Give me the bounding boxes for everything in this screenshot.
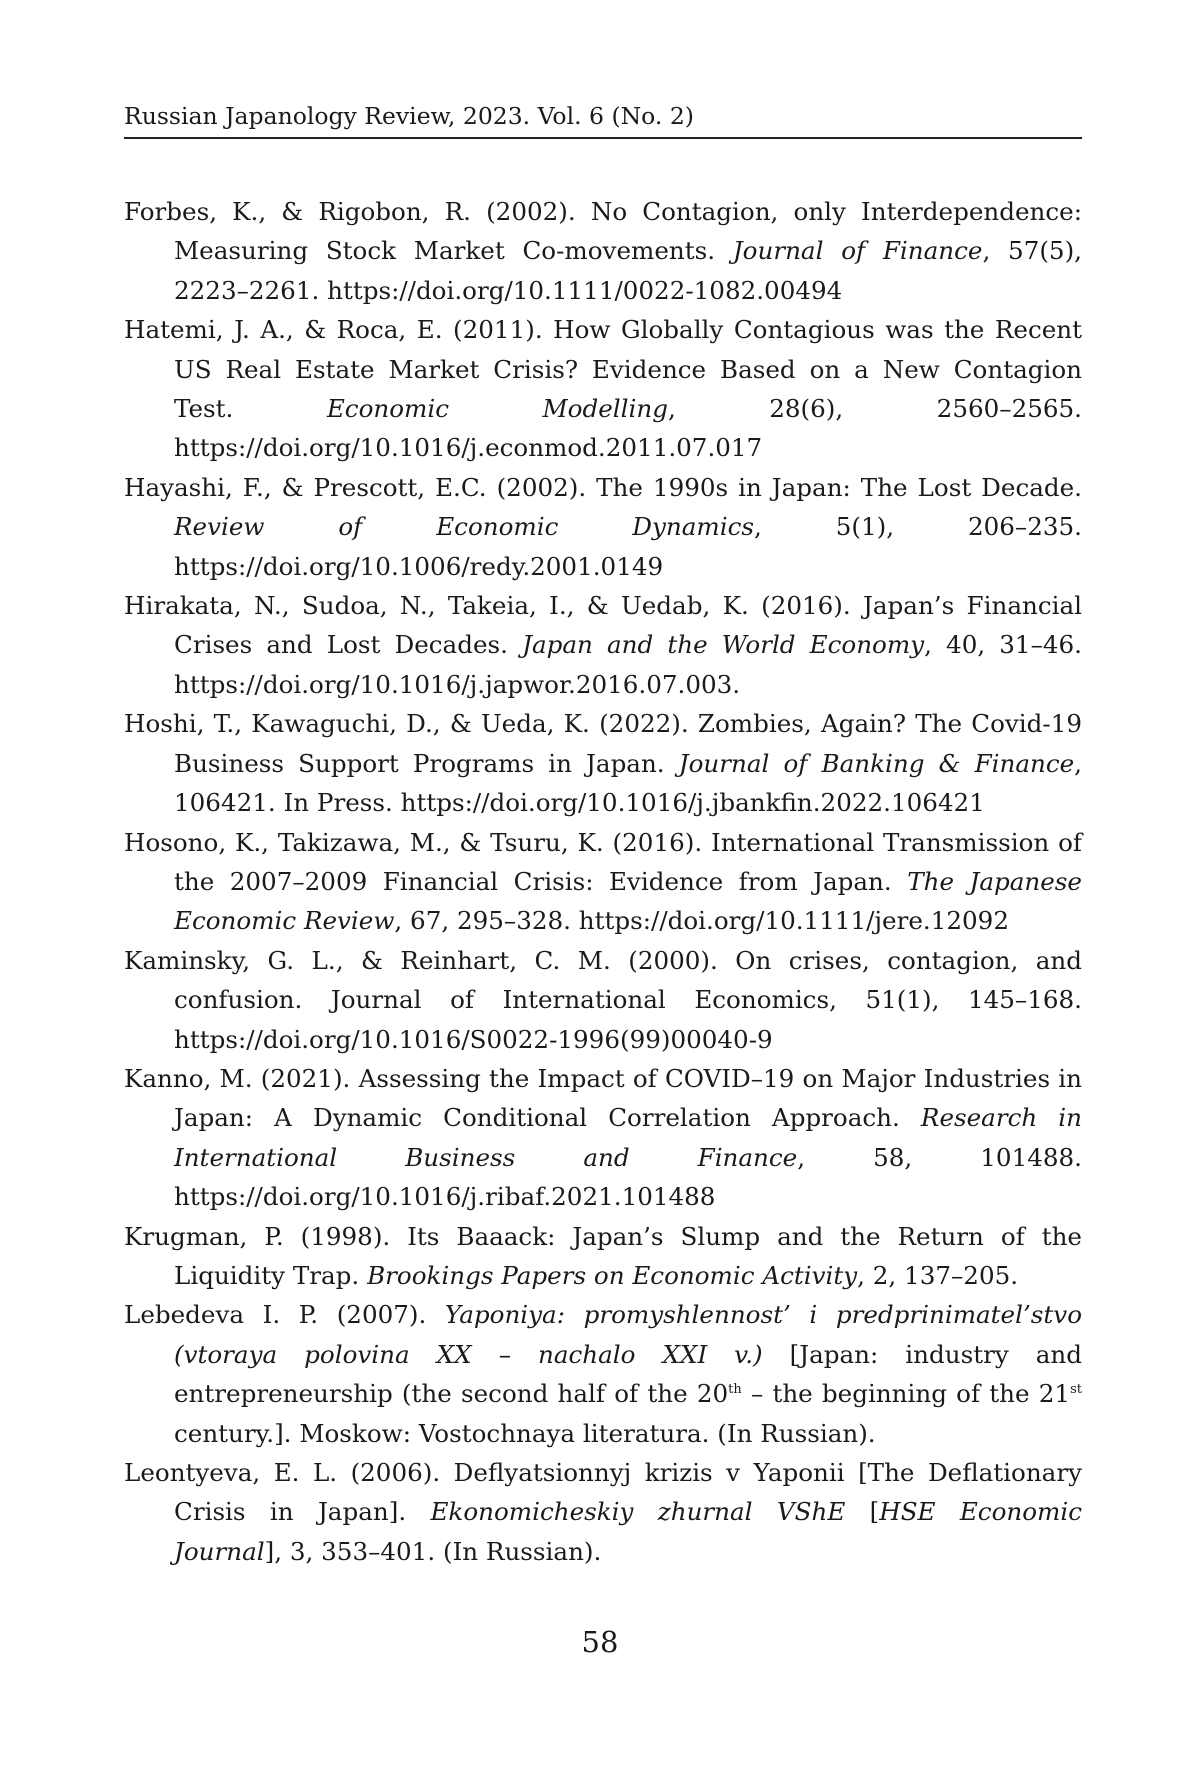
- reference-text: Hirakata, N., Sudoa, N., Takeia, I., & Uedab, K. (2016). Japan’s Financial Crises and Lost Decades.: [124, 591, 1082, 660]
- reference-journal: Brookings Papers on Economic Activity: [367, 1260, 858, 1290]
- running-title: Russian Japanology Review, 2023. Vol. 6 (No. 2): [124, 102, 694, 130]
- reference-journal-translation: HSE Economic Journal: [174, 1497, 1082, 1566]
- reference-entry: [124, 704, 1082, 822]
- reference-text: Kanno, M. (2021). Assessing the Impact of COVID–19 on Major Industries in Japan: A Dynamic Conditional Correlation Approach.: [124, 1063, 1082, 1133]
- reference-title: Yaponiya: promyshlennost’ i predprinimatel’stvo (vtoraya polovina XX – nachalo XXI v.): [174, 1300, 1083, 1369]
- reference-journal: Journal of Finance: [732, 236, 983, 266]
- reference-journal: Review of Economic Dynamics: [174, 512, 754, 542]
- ordinal-superscript: st: [1070, 1382, 1082, 1397]
- reference-entry: [124, 1217, 1082, 1296]
- reference-text: Hosono, K., Takizawa, M., & Tsuru, K. (2016). International Transmission of the 2007–2009 Financial Crisis: Evidence from Japan.: [124, 827, 1082, 896]
- reference-details: century.]. Moskow: Vostochnaya literatura. (In Russian).: [174, 1418, 876, 1448]
- reference-details: , 28(6), 2560–2565. https://doi.org/10.1016/j.econmod.2011.07.017: [174, 394, 1082, 463]
- running-header: [124, 98, 1082, 139]
- reference-text: Kaminsky, G. L., & Reinhart, C. M. (2000). On crises, contagion, and confusion. Journal of International Economics, 51(1), 145–168. https://doi.org/10.1016/S0022-1996(99)00040-9: [124, 945, 1082, 1054]
- reference-text: Lebedeva I. P. (2007).: [124, 1300, 445, 1330]
- reference-journal: Ekonomicheskiy zhurnal VShE: [430, 1497, 846, 1527]
- reference-entry: [124, 1059, 1082, 1217]
- reference-details: , 40, 31–46. https://doi.org/10.1016/j.japwor.2016.07.003.: [174, 630, 1082, 699]
- reference-text: Hoshi, T., Kawaguchi, D., & Ueda, K. (2022). Zombies, Again? The Covid-19 Business Support Programs in Japan.: [124, 709, 1082, 778]
- reference-entry: [124, 1453, 1082, 1571]
- reference-entry: [124, 586, 1082, 704]
- reference-text: Forbes, K., & Rigobon, R. (2002). No Contagion, only Interdependence: Measuring Stock Market Co-movements.: [124, 197, 1082, 266]
- reference-details: [Japan: industry and entrepreneurship (the second half of the 20: [174, 1339, 1082, 1409]
- reference-list: [124, 192, 1082, 1571]
- reference-text: Krugman, P. (1998). Its Baaack: Japan’s Slump and the Return of the Liquidity Trap.: [124, 1221, 1082, 1290]
- reference-details: , 106421. In Press. https://doi.org/10.1016/j.jbankfin.2022.106421: [174, 748, 1082, 818]
- reference-journal: Economic Modelling: [326, 394, 668, 424]
- reference-entry: [124, 192, 1082, 310]
- reference-text: Leontyeva, E. L. (2006). Deflyatsionnyj krizis v Yaponii [The Deflationary Crisis in Japan].: [124, 1458, 1082, 1527]
- reference-journal: Journal of Banking & Finance: [678, 748, 1075, 778]
- reference-details: [: [845, 1497, 880, 1527]
- reference-text: Hatemi, J. A., & Roca, E. (2011). How Globally Contagious was the Recent US Real Estate Market Crisis? Evidence Based on a New Contagion Test.: [124, 315, 1082, 424]
- reference-entry: [124, 310, 1082, 468]
- reference-details: , 58, 101488. https://doi.org/10.1016/j.ribaf.2021.101488: [174, 1142, 1082, 1212]
- reference-journal: Japan and the World Economy: [522, 630, 925, 660]
- reference-journal: Research in International Business and Finance: [174, 1103, 1082, 1172]
- reference-entry: [124, 941, 1082, 1059]
- reference-journal: The Japanese Economic Review: [174, 866, 1082, 936]
- reference-details: , 57(5), 2223–2261. https://doi.org/10.1111/0022-1082.00494: [174, 236, 1082, 305]
- reference-details: ], 3, 353–401. (In Russian).: [264, 1536, 602, 1566]
- reference-details: , 2, 137–205.: [857, 1260, 1019, 1290]
- reference-details: , 67, 295–328. https://doi.org/10.1111/jere.12092: [394, 906, 1009, 936]
- reference-text: Hayashi, F., & Prescott, E.C. (2002). The 1990s in Japan: The Lost Decade.: [124, 472, 1082, 502]
- reference-entry: [124, 468, 1082, 586]
- reference-details: , 5(1), 206–235. https://doi.org/10.1006/redy.2001.0149: [174, 512, 1082, 581]
- reference-details: – the beginning of the 21: [741, 1379, 1071, 1409]
- ordinal-superscript: th: [728, 1382, 742, 1397]
- reference-entry: [124, 1295, 1082, 1453]
- page-number: 58: [581, 1625, 619, 1659]
- reference-entry: [124, 823, 1082, 941]
